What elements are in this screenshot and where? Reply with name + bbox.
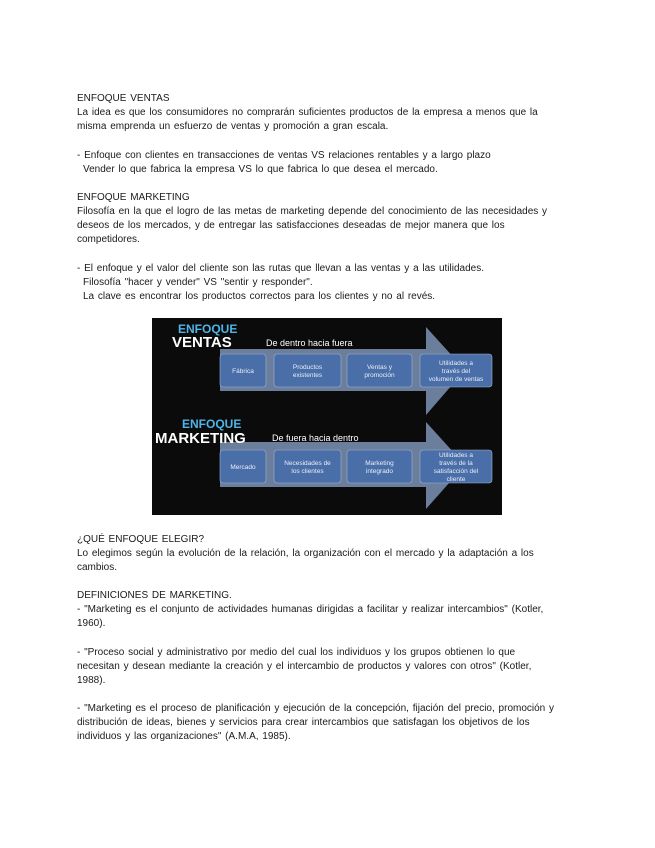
section-que-enfoque [77,533,582,575]
marketing-box-label: Mercado [230,464,256,471]
section-definiciones [77,589,582,631]
definition-3 [77,702,582,744]
ventas-box-label: Ventas y promoción [364,364,395,379]
ventas-arrow-label: De dentro hacia fuera [266,338,353,348]
definition-line: - "Marketing es el conjunto de actividades humanas dirigidas a facilitar y realizar intercambios" (Kotler, [77,604,544,615]
bullet-line: La clave es encontrar los productos correctos para los clientes y no al revés. [83,291,436,302]
definition-line: 1988). [77,675,106,686]
ventas-box-label: Fábrica [232,368,254,375]
marketing-bullets [77,262,582,304]
bullet-line: Vender lo que fabrica la empresa VS lo que fabrica lo que desea el mercado. [83,164,438,175]
marketing-box-label: Necesidades de los clientes [284,460,331,475]
heading-enfoque-ventas: ENFOQUE VENTAS [77,93,170,104]
definition-line: distribución de ideas, bienes y servicios para crear intercambios que satisfagan los objetivos de los [77,717,530,728]
paragraph-line: misma emprenda un esfuerzo de ventas y promoción a gran escala. [77,121,389,132]
definition-line: individuos y las organizaciones" (A.M.A, 1985). [77,731,291,742]
paragraph-line: competidores. [77,234,140,245]
paragraph-line: cambios. [77,562,118,573]
heading-que-enfoque: ¿QUÉ ENFOQUE ELEGIR? [77,534,205,545]
ventas-title-top: ENFOQUE [178,322,238,336]
bullet-line: - Enfoque con clientes en transacciones de ventas VS relaciones rentables y a largo plazo [77,150,491,161]
enfoque-diagram [152,318,502,515]
definition-line: necesitan y desean mediante la creación y el intercambio de productos y valores con otros" (Kotler, [77,661,532,672]
diagram-svg [152,318,502,515]
marketing-arrow-label: De fuera hacia dentro [272,433,359,443]
heading-enfoque-marketing: ENFOQUE MARKETING [77,192,190,203]
paragraph-line: Lo elegimos según la evolución de la relación, la organización con el mercado y la adaptación a los [77,548,534,559]
paragraph-line: Filosofía en la que el logro de las metas de marketing depende del conocimiento de las necesidades y [77,206,548,217]
definition-line: - "Proceso social y administrativo por medio del cual los individuos y los grupos obtienen lo que [77,647,516,658]
section-enfoque-marketing [77,191,582,247]
marketing-box-label: Utilidades a través de la satisfacción del cliente [433,452,479,483]
bullet-line: Filosofía "hacer y vender" VS "sentir y responder". [83,277,313,288]
ventas-box-label: Productos existentes [292,364,323,379]
ventas-bullets [77,149,582,177]
section-enfoque-ventas [77,92,582,134]
marketing-box-label: Marketing integrado [365,460,394,475]
definition-line: - "Marketing es el proceso de planificación y ejecución de la concepción, fijación del precio, promoción y [77,703,555,714]
marketing-title-main: MARKETING [155,430,246,447]
paragraph-line: deseos de los mercados, y de entregar las satisfacciones deseadas de mejor manera que los [77,220,505,231]
heading-definiciones: DEFINICIONES DE MARKETING. [77,590,232,601]
bullet-line: - El enfoque y el valor del cliente son las rutas que llevan a las ventas y a las utilidades. [77,263,484,274]
paragraph-line: La idea es que los consumidores no comprarán suficientes productos de la empresa a menos que la [77,107,538,118]
definition-2 [77,646,582,688]
ventas-title-main: VENTAS [172,334,232,351]
marketing-title-top: ENFOQUE [182,417,242,431]
ventas-box-label: Utilidades a través del volumen de ventas [428,360,484,383]
definition-line: 1960). [77,618,106,629]
